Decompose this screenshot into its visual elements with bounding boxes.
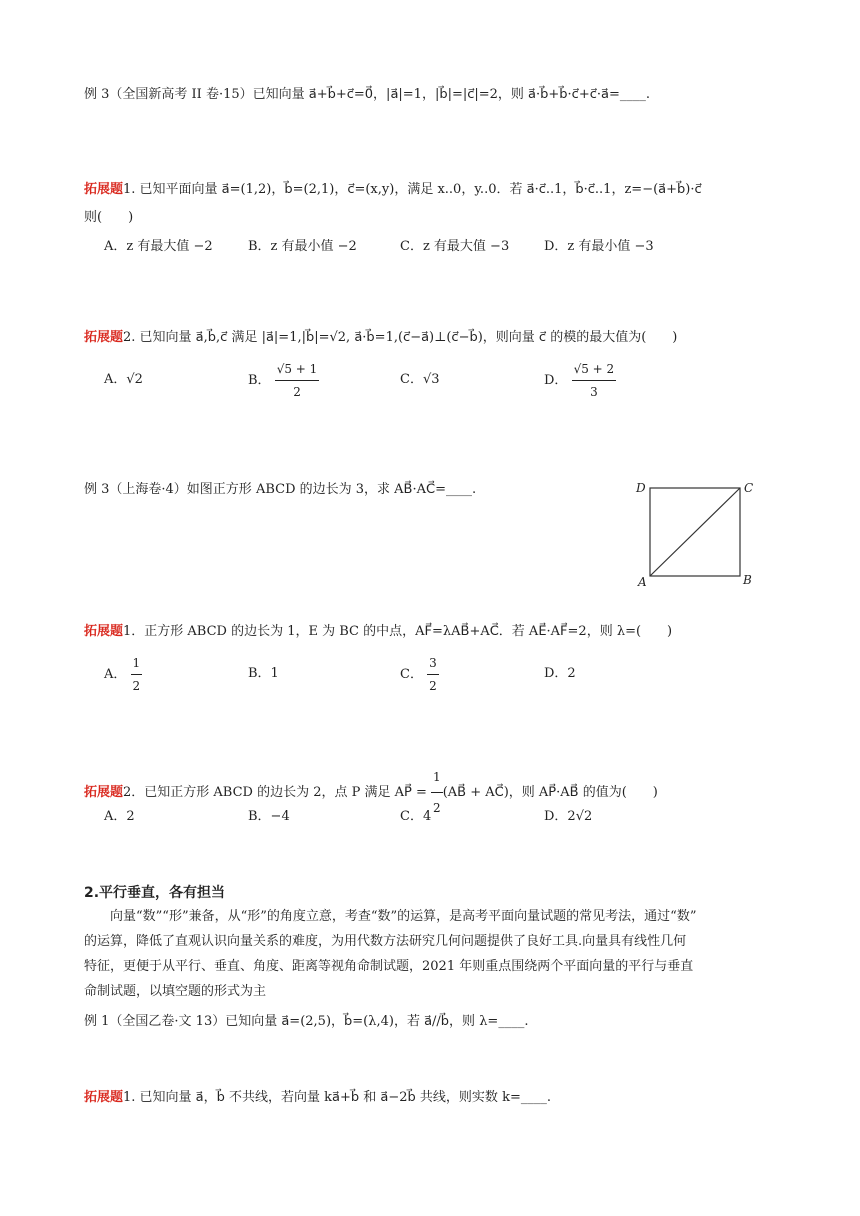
paragraph-line: 的运算，降低了直观认识向量关系的难度，为用代数方法研究几何问题提供了良好工具.向量具有线性几何 bbox=[84, 934, 687, 949]
option-d: D．2√2 bbox=[544, 809, 593, 824]
example-3-shanghai: 例 3（上海卷·4）如图正方形 ABCD 的边长为 3，求 AB⃗·AC⃗=____. bbox=[84, 482, 477, 497]
fraction bbox=[275, 358, 320, 403]
vertex-label-b: B bbox=[743, 573, 752, 587]
option-a-label: A． bbox=[104, 667, 127, 682]
extension-1c-text: 1. 已知向量 a⃗，b⃗ 不共线，若向量 ka⃗+b⃗ 和 a⃗−2b⃗ 共线，则实数 k=____. bbox=[123, 1090, 551, 1105]
fraction-numerator: 3 bbox=[427, 652, 439, 675]
option-c-label: C． bbox=[400, 667, 423, 682]
option-c: C．z 有最大值 −3 bbox=[400, 239, 510, 254]
vertex-label-d: D bbox=[636, 481, 646, 495]
extension-tag: 拓展题 bbox=[84, 624, 124, 639]
fraction bbox=[431, 762, 443, 823]
option-d: D．2 bbox=[544, 666, 576, 681]
extension-2a bbox=[84, 328, 677, 348]
fraction bbox=[572, 358, 617, 403]
option-b bbox=[248, 358, 319, 403]
example-3-national: 例 3（全国新高考 II 卷·15）已知向量 a⃗+b⃗+c⃗=0⃗，|a⃗|=1，|b⃗|=|c⃗|=2，则 a⃗·b⃗+b⃗·c⃗+c⃗·a⃗=____. bbox=[84, 87, 650, 102]
fraction-numerator: 1 bbox=[131, 652, 143, 675]
fraction bbox=[427, 652, 439, 697]
extension-2b-pre: 2．已知正方形 ABCD 的边长为 2，点 P 满足 AP⃗ = bbox=[123, 785, 427, 800]
extension-1a-text: 1. 已知平面向量 a⃗=(1,2)，b⃗=(2,1)，c⃗=(x,y)，满足 x..0，y..0．若 a⃗·c⃗..1，b⃗·c⃗..1，z=−(a⃗+b⃗)·c⃗ bbox=[123, 182, 702, 197]
vertex-label-a: A bbox=[638, 575, 647, 589]
option-b: B．z 有最小值 −2 bbox=[248, 239, 357, 254]
paragraph-line: 命制试题，以填空题的形式为主 bbox=[84, 984, 267, 999]
fraction-denominator: 2 bbox=[429, 679, 437, 693]
fraction bbox=[131, 652, 143, 697]
option-d bbox=[544, 358, 616, 403]
extension-1a-line2: 则( ) bbox=[84, 210, 134, 225]
vertex-label-c: C bbox=[744, 481, 754, 495]
fraction-numerator: √5 + 2 bbox=[572, 358, 617, 381]
example-1-yi: 例 1（全国乙卷·文 13）已知向量 a⃗=(2,5)，b⃗=(λ,4)，若 a⃗//b⃗，则 λ=____. bbox=[84, 1014, 529, 1029]
extension-tag: 拓展题 bbox=[84, 1090, 124, 1105]
fraction-numerator: √5 + 1 bbox=[275, 358, 320, 381]
option-a bbox=[104, 652, 142, 697]
option-b: B．−4 bbox=[248, 809, 290, 824]
square-figure bbox=[630, 476, 760, 590]
diagonal-ac bbox=[650, 488, 740, 576]
option-c: C．√3 bbox=[400, 372, 440, 387]
option-b-label: B． bbox=[248, 373, 271, 388]
extension-2a-text: 2. 已知向量 a⃗,b⃗,c⃗ 满足 |a⃗|=1,|b⃗|=√2, a⃗·b⃗=1,(c⃗−a⃗)⊥(c⃗−b⃗)，则向量 c⃗ 的模的最大值为( ) bbox=[123, 330, 678, 345]
option-b: B．1 bbox=[248, 666, 279, 681]
option-d-label: D． bbox=[544, 373, 568, 388]
fraction-denominator: 3 bbox=[590, 385, 598, 399]
extension-tag: 拓展题 bbox=[84, 330, 124, 345]
option-a: A．z 有最大值 −2 bbox=[104, 239, 213, 254]
option-d: D．z 有最小值 −3 bbox=[544, 239, 654, 254]
section-title: 2.平行垂直，各有担当 bbox=[84, 885, 226, 901]
fraction-denominator: 2 bbox=[433, 801, 441, 815]
paragraph-line: 特征，更便于从平行、垂直、角度、距离等视角命制试题，2021 年则重点围绕两个平面向量的平行与垂直 bbox=[84, 959, 694, 974]
extension-1c bbox=[84, 1088, 551, 1108]
fraction-numerator: 1 bbox=[431, 762, 443, 793]
extension-2b-post: (AB⃗ + AC⃗)，则 AP⃗·AB⃗ 的值为( ) bbox=[442, 785, 658, 800]
option-a: A．2 bbox=[104, 809, 135, 824]
extension-1a bbox=[84, 180, 702, 200]
paragraph-line: 向量“数”“形”兼备，从“形”的角度立意，考查“数”的运算，是高考平面向量试题的常见考法，通过“数” bbox=[110, 909, 697, 924]
extension-1b-text: 1．正方形 ABCD 的边长为 1，E 为 BC 的中点，AF⃗=λAB⃗+AC⃗．若 AE⃗·AF⃗=2，则 λ=( ) bbox=[123, 624, 673, 639]
fraction-denominator: 2 bbox=[132, 679, 141, 693]
option-c bbox=[400, 652, 439, 697]
extension-tag: 拓展题 bbox=[84, 785, 124, 800]
option-c: C．4 bbox=[400, 809, 432, 824]
section-paragraph bbox=[84, 904, 784, 1004]
extension-1b bbox=[84, 622, 672, 642]
fraction-denominator: 2 bbox=[293, 385, 301, 399]
option-a: A．√2 bbox=[104, 372, 143, 387]
extension-tag: 拓展题 bbox=[84, 182, 124, 197]
